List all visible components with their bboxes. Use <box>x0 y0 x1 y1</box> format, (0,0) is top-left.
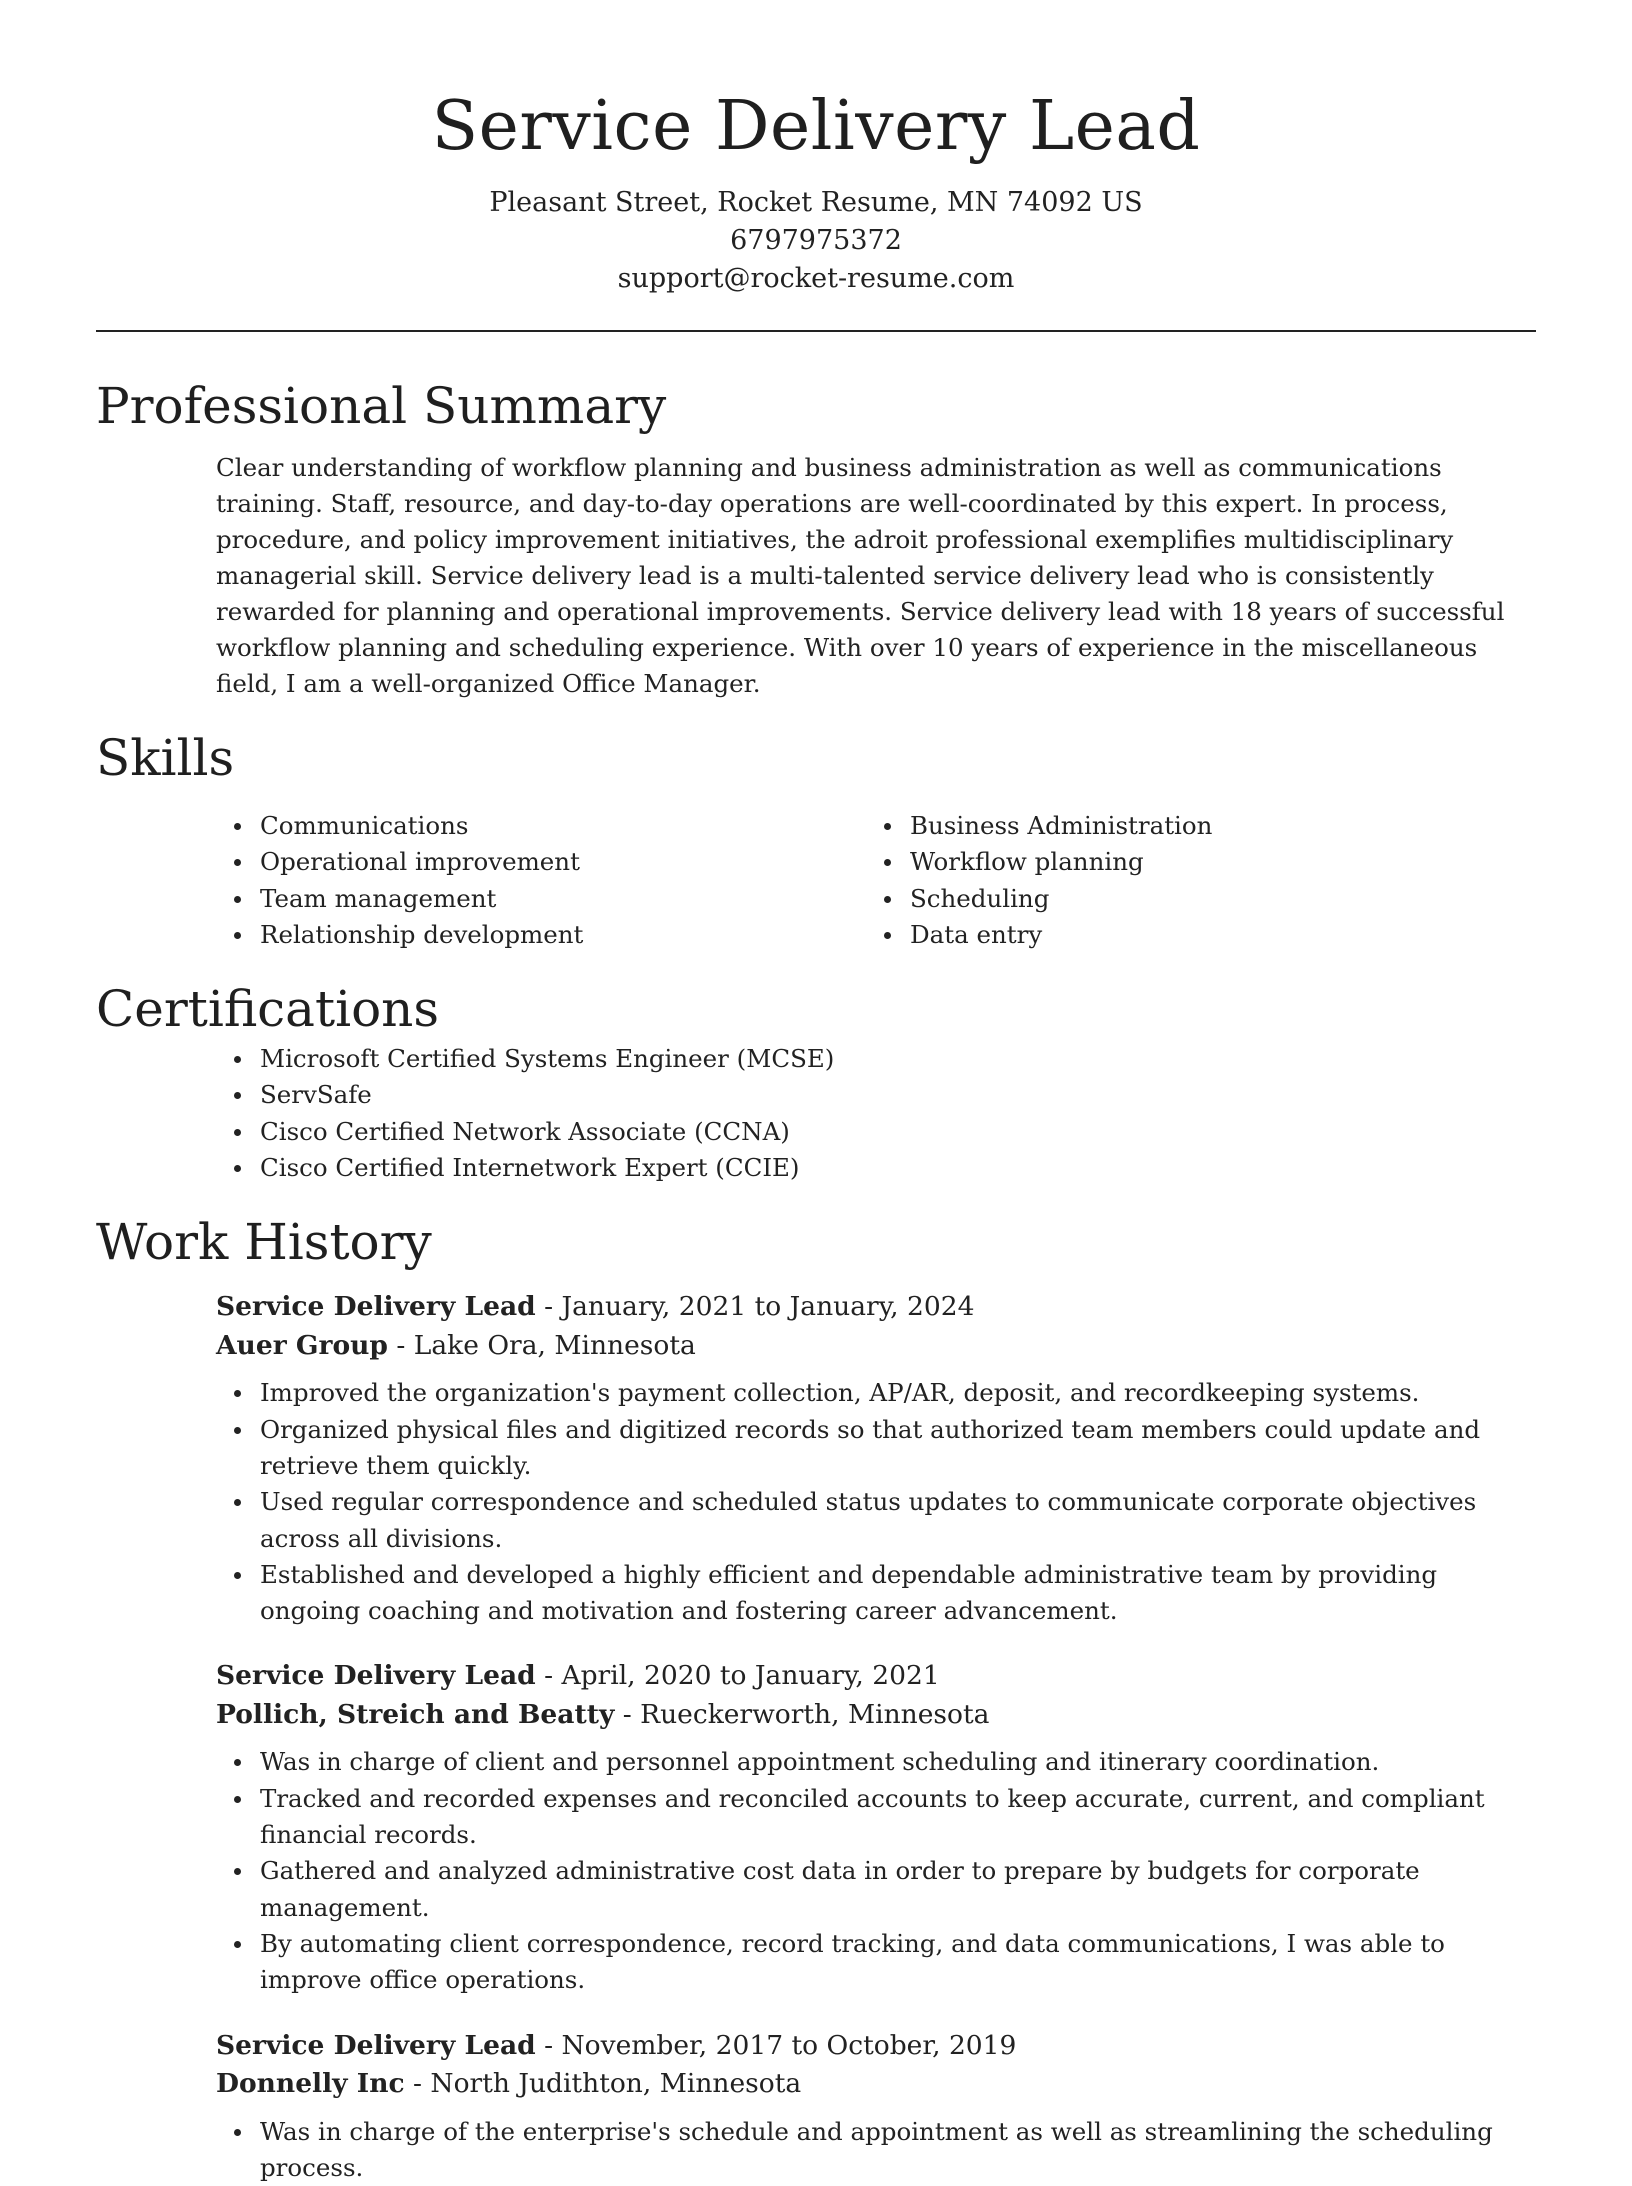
certification-item: ServSafe <box>260 1077 1536 1113</box>
job-bullet: Used regular correspondence and scheduled status updates to communicate corporate objectives across all divisions. <box>260 1484 1536 1557</box>
phone: 6797975372 <box>730 225 902 256</box>
job-bullet: Gathered and analyzed administrative cost data in order to prepare by budgets for corporate management. <box>260 1853 1536 1926</box>
skill-item: Data entry <box>910 917 1510 953</box>
candidate-name: Service Delivery Lead <box>431 87 1201 166</box>
header-divider <box>96 330 1536 332</box>
resume-header <box>96 0 1536 298</box>
job-company: Pollich, Streich and Beatty <box>216 1698 615 1730</box>
skill-item: Operational improvement <box>260 844 910 880</box>
summary-text: Clear understanding of workflow planning and business administration as well as communications training. Staff, resource, and day-to-day operations are well-coordinated by this expert. In process, procedure, and policy improvement initiatives, the adroit professional exemplifies multidisciplinary managerial skill. Service delivery lead is a multi-talented service delivery lead who is consistently rewarded for planning and operational improvements. Service delivery lead with 18 years of successful workflow planning and scheduling experience. With over 10 years of experience in the miscellaneous field, I am a well-organized Office Manager. <box>216 453 1505 698</box>
job-company: Auer Group <box>216 1329 388 1361</box>
section-title-certifications: Certifications <box>96 980 440 1039</box>
certification-list <box>96 1041 1536 1186</box>
job-company-line <box>216 2065 1536 2104</box>
skill-item: Team management <box>260 881 910 917</box>
address: Pleasant Street, Rocket Resume, MN 74092 US <box>489 187 1143 218</box>
skill-item: Business Administration <box>910 808 1510 844</box>
section-title-summary: Professional Summary <box>96 377 667 435</box>
job-dates: - November, 2017 to October, 2019 <box>535 2029 1017 2061</box>
job-role: Service Delivery Lead <box>216 1660 536 1692</box>
job-entry <box>96 2027 1536 2186</box>
certifications-section <box>96 977 1536 1186</box>
job-role: Service Delivery Lead <box>216 1291 536 1323</box>
job-bullets <box>96 1375 1536 1629</box>
job-dates: - January, 2021 to January, 2024 <box>535 1291 975 1323</box>
job-role: Service Delivery Lead <box>216 2029 536 2061</box>
section-title-skills: Skills <box>96 729 235 787</box>
job-entry <box>96 1657 1536 1998</box>
email: support@rocket-resume.com <box>617 263 1015 294</box>
certification-item: Cisco Certified Internetwork Expert (CCIE) <box>260 1150 1536 1186</box>
job-bullet: Tracked and recorded expenses and reconciled accounts to keep accurate, current, and compliant financial records. <box>260 1781 1536 1854</box>
contact-block <box>96 184 1536 298</box>
job-location: - Lake Ora, Minnesota <box>387 1329 696 1361</box>
skills-column-2 <box>910 808 1510 953</box>
job-company: Donnelly Inc <box>216 2068 405 2100</box>
job-title-line <box>216 1657 1536 1696</box>
job-title-line <box>216 2027 1536 2066</box>
job-bullet: Organized physical files and digitized records so that authorized team members could update and retrieve them quickly. <box>260 1412 1536 1485</box>
skill-item: Workflow planning <box>910 844 1510 880</box>
work-history-section <box>96 1210 1536 2186</box>
job-title-line <box>216 1288 1536 1327</box>
summary-section <box>96 374 1536 702</box>
job-dates: - April, 2020 to January, 2021 <box>535 1660 940 1692</box>
job-bullets <box>96 1744 1536 1998</box>
job-bullet: Was in charge of the enterprise's schedule and appointment as well as streamlining the scheduling process. <box>260 2114 1536 2186</box>
job-company-line <box>216 1696 1536 1735</box>
job-bullet: Established and developed a highly efficient and dependable administrative team by providing ongoing coaching and motivation and fostering career advancement. <box>260 1557 1536 1630</box>
certification-item: Cisco Certified Network Associate (CCNA) <box>260 1114 1536 1150</box>
skills-grid <box>96 808 1536 953</box>
skills-column-1 <box>96 808 910 953</box>
job-bullet: Improved the organization's payment collection, AP/AR, deposit, and recordkeeping systems. <box>260 1375 1536 1411</box>
skill-item: Relationship development <box>260 917 910 953</box>
resume-page <box>96 0 1536 2186</box>
skills-section <box>96 726 1536 953</box>
job-bullets <box>96 2114 1536 2186</box>
section-title-work-history: Work History <box>96 1213 432 1272</box>
job-bullet: Was in charge of client and personnel appointment scheduling and itinerary coordination. <box>260 1744 1536 1780</box>
job-location: - Rueckerworth, Minnesota <box>614 1698 990 1730</box>
job-location: - North Judithton, Minnesota <box>404 2068 802 2100</box>
job-company-line <box>216 1327 1536 1366</box>
job-entry <box>96 1288 1536 1629</box>
skill-item: Communications <box>260 808 910 844</box>
job-bullet: By automating client correspondence, record tracking, and data communications, I was able to improve office operations. <box>260 1926 1536 1999</box>
skill-item: Scheduling <box>910 881 1510 917</box>
certification-item: Microsoft Certified Systems Engineer (MCSE) <box>260 1041 1536 1077</box>
